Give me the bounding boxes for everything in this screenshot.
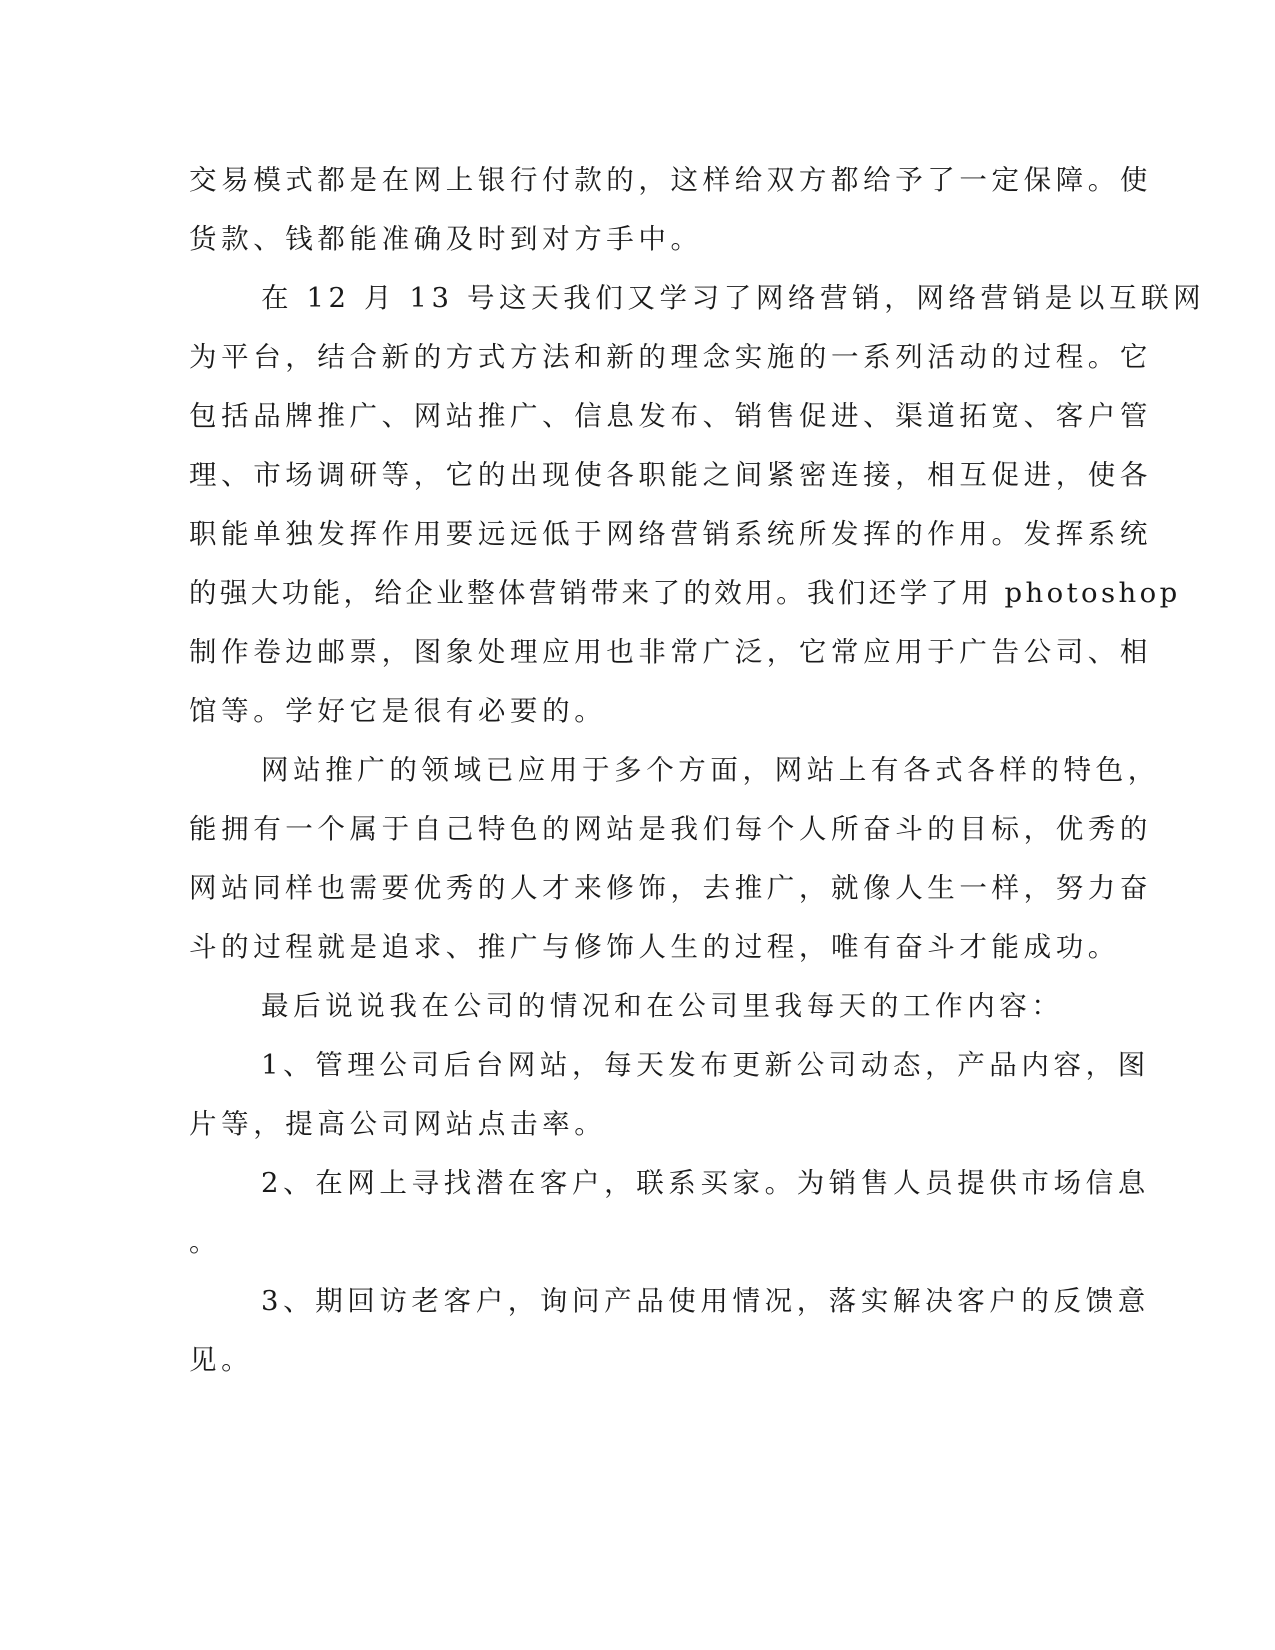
text-line: 网站同样也需要优秀的人才来修饰，去推广，就像人生一样，努力奋 <box>189 872 1152 904</box>
text-line: 片等，提高公司网站点击率。 <box>189 1108 607 1140</box>
text-line: 为平台，结合新的方式方法和新的理念实施的一系列活动的过程。它 <box>189 341 1152 373</box>
list-item-line: 1、管理公司后台网站，每天发布更新公司动态，产品内容，图 <box>261 1049 1150 1081</box>
text-line: 货款、钱都能准确及时到对方手中。 <box>189 223 703 255</box>
text-line: 包括品牌推广、网站推广、信息发布、销售促进、渠道拓宽、客户管 <box>189 400 1152 432</box>
text-line: 的强大功能，给企业整体营销带来了的效用。我们还学了用 photoshop <box>189 577 1181 609</box>
text-line: 制作卷边邮票，图象处理应用也非常广泛，它常应用于广告公司、相 <box>189 636 1152 668</box>
paragraph-start-line: 在 12 月 13 号这天我们又学习了网络营销，网络营销是以互联网 <box>261 282 1206 314</box>
text-line: 交易模式都是在网上银行付款的，这样给双方都给予了一定保障。使 <box>189 164 1152 196</box>
text-line: 斗的过程就是追求、推广与修饰人生的过程，唯有奋斗才能成功。 <box>189 931 1120 963</box>
text-line: 能拥有一个属于自己特色的网站是我们每个人所奋斗的目标，优秀的 <box>189 813 1152 845</box>
paragraph-start-line: 最后说说我在公司的情况和在公司里我每天的工作内容： <box>261 990 1064 1022</box>
text-line: 馆等。学好它是很有必要的。 <box>189 695 607 727</box>
text-line: 。 <box>189 1226 222 1258</box>
paragraph-start-line: 网站推广的领域已应用于多个方面，网站上有各式各样的特色， <box>261 754 1160 786</box>
text-line: 理、市场调研等，它的出现使各职能之间紧密连接，相互促进，使各 <box>189 459 1152 491</box>
text-line: 见。 <box>189 1344 254 1376</box>
list-item-line: 2、在网上寻找潜在客户，联系买家。为销售人员提供市场信息 <box>261 1167 1150 1199</box>
text-line: 职能单独发挥作用要远远低于网络营销系统所发挥的作用。发挥系统 <box>189 518 1152 550</box>
list-item-line: 3、期回访老客户，询问产品使用情况，落实解决客户的反馈意 <box>261 1285 1150 1317</box>
